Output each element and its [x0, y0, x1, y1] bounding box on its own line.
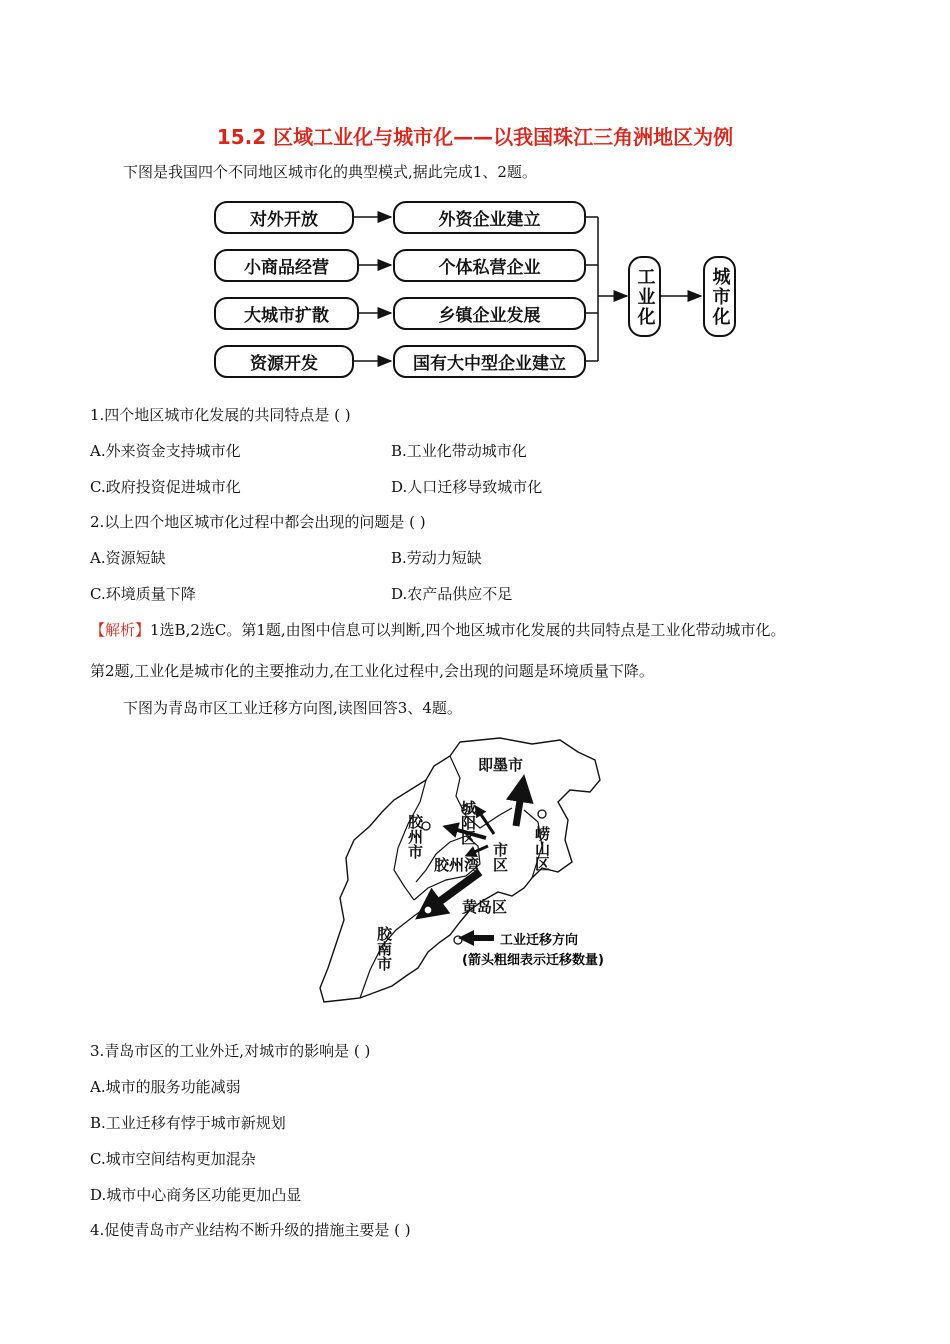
legend-arrow-icon	[458, 930, 494, 946]
q3-option-c: C.城市空间结构更加混杂	[90, 1150, 256, 1168]
q2-option-c: C.环境质量下降	[90, 585, 196, 603]
qingdao-industry-migration-map	[310, 730, 650, 1012]
q1-stem: 1.四个地区城市化发展的共同特点是 ( )	[90, 406, 351, 424]
flow-middle-0: 外资企业建立	[393, 201, 586, 234]
flow-left-3: 资源开发	[214, 345, 354, 378]
map-label-jiaozhou-city: 胶州市	[406, 814, 424, 859]
flow-left-2: 大城市扩散	[214, 297, 359, 330]
q2-option-a: A.资源短缺	[90, 549, 166, 567]
flow-middle-3: 国有大中型企业建立	[393, 345, 586, 378]
map-label-jiaozhou-bay: 胶州湾	[434, 856, 480, 874]
q4-stem: 4.促使青岛市产业结构不断升级的措施主要是 ( )	[90, 1221, 411, 1239]
flow-left-1: 小商品经营	[214, 249, 359, 282]
flow-left-0: 对外开放	[214, 201, 354, 234]
page-title: 15.2 区域工业化与城市化——以我国珠江三角洲地区为例	[216, 125, 734, 149]
flow-urbanization: 城市化	[703, 256, 736, 337]
legend-title: 工业迁移方向	[500, 933, 579, 948]
migration-arrow-chengyang	[478, 810, 494, 834]
analysis-tag: 【解析】	[90, 621, 151, 639]
map-city-dot-3	[538, 810, 546, 818]
q3-option-d: D.城市中心商务区功能更加凸显	[90, 1186, 302, 1204]
intro-paragraph-1: 下图是我国四个不同地区城市化的典型模式,据此完成1、2题。	[123, 163, 537, 181]
q1-option-a: A.外来资金支持城市化	[90, 442, 241, 460]
map-label-jiaonan: 胶南市	[375, 926, 393, 971]
legend-note: (箭头粗细表示迁移数量)	[462, 953, 604, 968]
flow-connectors	[0, 0, 950, 400]
q3-stem: 3.青岛市区的工业外迁,对城市的影响是 ( )	[90, 1042, 371, 1060]
map-label-shiqu: 市区	[491, 842, 509, 872]
q3-option-b: B.工业迁移有悖于城市新规划	[90, 1114, 286, 1132]
map-label-laoshan: 崂山区	[533, 826, 551, 871]
intro-paragraph-2: 下图为青岛市区工业迁移方向图,读图回答3、4题。	[123, 699, 462, 717]
q1-option-c: C.政府投资促进城市化	[90, 478, 241, 496]
q1-option-b: B.工业化带动城市化	[391, 442, 527, 460]
q1-option-d: D.人口迁移导致城市化	[391, 478, 543, 496]
flow-middle-2: 乡镇企业发展	[393, 297, 586, 330]
migration-arrow-north	[516, 788, 522, 826]
map-city-dot-4	[424, 906, 432, 914]
analysis-line-2: 第2题,工业化是城市化的主要推动力,在工业化过程中,会出现的问题是环境质量下降。	[90, 662, 654, 680]
map-label-jimo: 即墨市	[478, 756, 524, 774]
analysis-text-1: 1选B,2选C。第1题,由图中信息可以判断,四个地区城市化发展的共同特点是工业化带动城市化。	[150, 621, 786, 639]
q2-option-b: B.劳动力短缺	[391, 549, 482, 567]
q2-option-d: D.农产品供应不足	[391, 585, 513, 603]
map-label-chengyang: 城阳区	[459, 800, 477, 845]
analysis-line-1	[90, 620, 785, 640]
flow-industrialization: 工业化	[628, 256, 661, 337]
map-label-huangdao: 黄岛区	[462, 898, 508, 916]
q2-stem: 2.以上四个地区城市化过程中都会出现的问题是 ( )	[90, 513, 426, 531]
flow-middle-1: 个体私营企业	[393, 249, 586, 282]
q3-option-a: A.城市的服务功能减弱	[90, 1078, 241, 1096]
